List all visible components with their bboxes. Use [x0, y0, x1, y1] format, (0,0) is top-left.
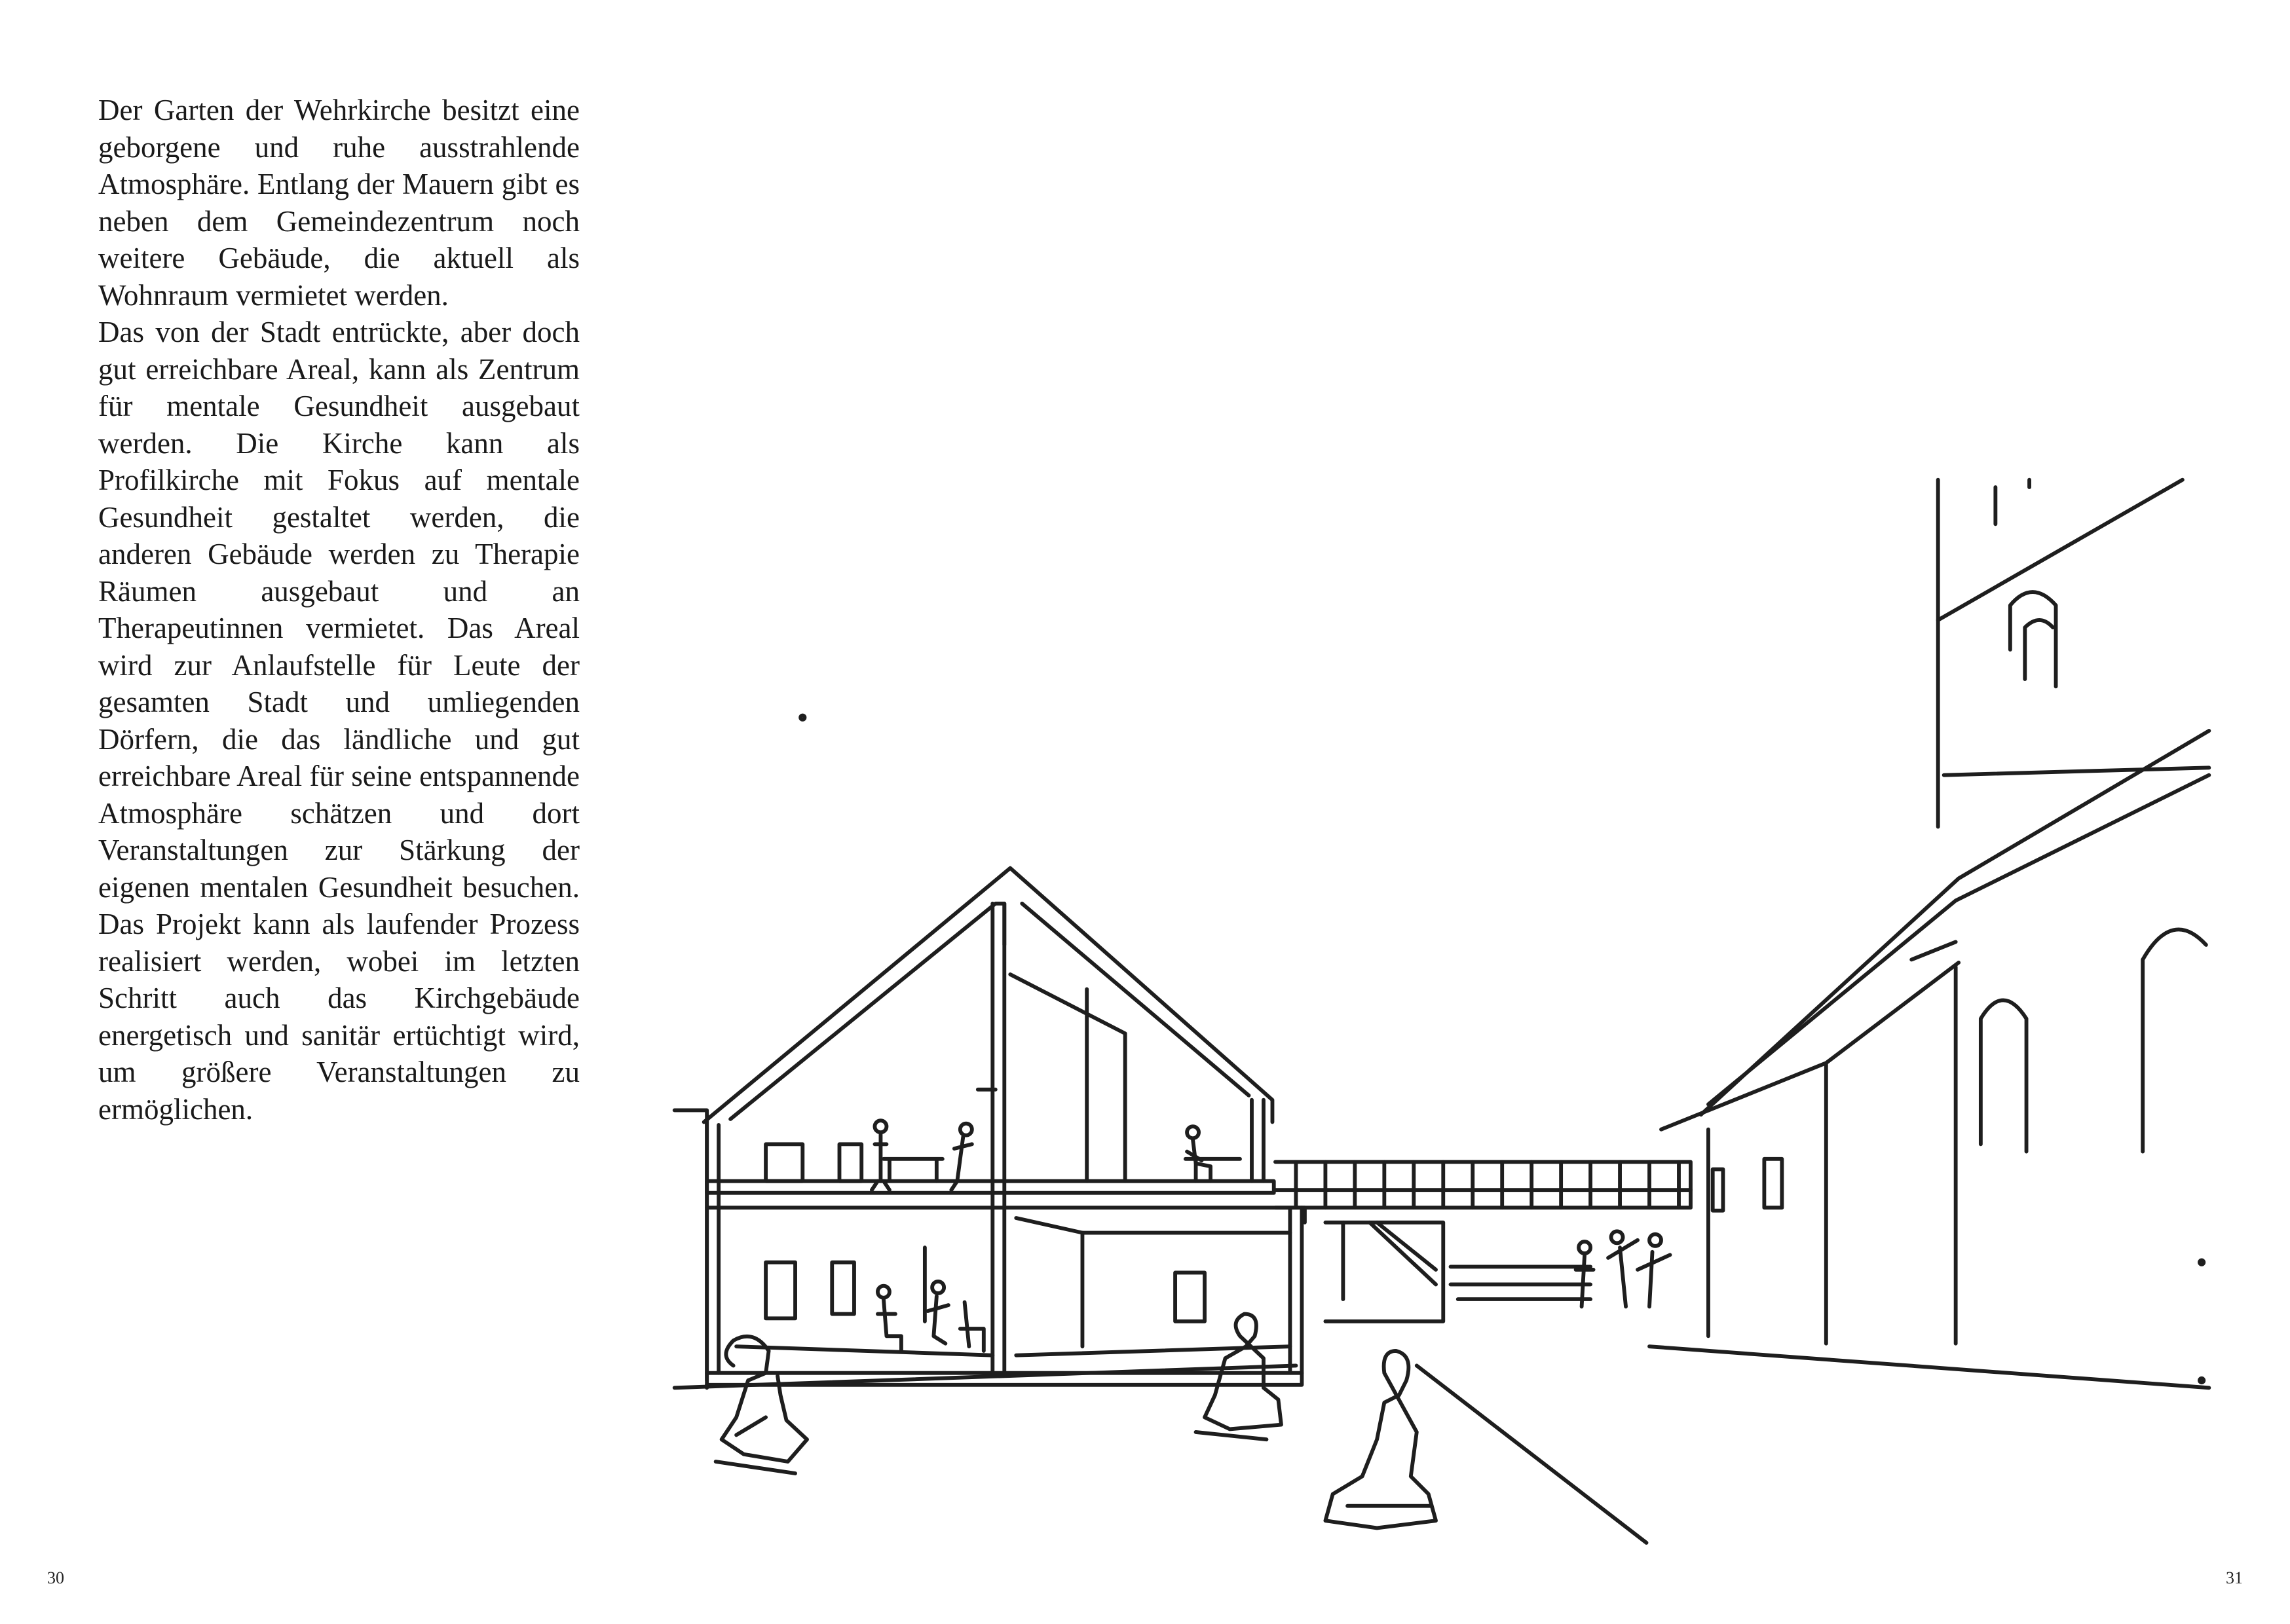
- page-number-right: 31: [2226, 1568, 2243, 1587]
- paragraph-2: Das von der Stadt entrückte, aber doch gut erreichbare Areal, kann als Zentrum für mentale Gesundheit ausgebaut werden. Die Kirche kann als Profilkirche mit Fokus auf mentale Gesundheit gestaltet werden, die anderen Gebäude werden zu Therapie Räumen ausgebaut und an Therapeutinnen vermietet. Das Areal wird zur Anlaufstelle für Leute der gesamten Stadt und umliegenden Dörfern, die das ländliche und gut erreichbare Areal für seine entspannende Atmosphäre schätzen und dort Veranstaltungen zur Stärkung der eigenen mentalen Gesundheit besuchen. Das Projekt kann als laufender Prozess realisiert werden, wobei im letzten Schritt auch das Kirchgebäude energetisch und sanitär ertüchtigt wird, um größere Veranstaltungen zu ermöglichen.: [98, 316, 580, 1126]
- left-building-outline: [675, 1110, 707, 1388]
- foreground-figures: [716, 1314, 1436, 1528]
- sketch-dot: [800, 716, 804, 720]
- church-sketch: [1661, 480, 2209, 1344]
- page-number-left: 30: [47, 1568, 64, 1587]
- sketch-dot: [2200, 1260, 2204, 1264]
- section-house: [704, 868, 1305, 1385]
- garden-wall: [1275, 1162, 1691, 1321]
- sketch-dot: [2200, 1378, 2204, 1382]
- courtyard-figures: [1576, 1231, 1670, 1306]
- ground-line-right: [1649, 1346, 2209, 1388]
- paragraph-1: Der Garten der Wehrkirche besitzt eine geborgene und ruhe ausstrahlende Atmosphäre. Entlang der Mauern gibt es neben dem Gemeindezentrum noch weitere Gebäude, die aktuell als Wohnraum vermietet werden.: [98, 94, 580, 312]
- path-edge-left: [1417, 1365, 1647, 1543]
- interior-figures: [872, 1120, 1211, 1351]
